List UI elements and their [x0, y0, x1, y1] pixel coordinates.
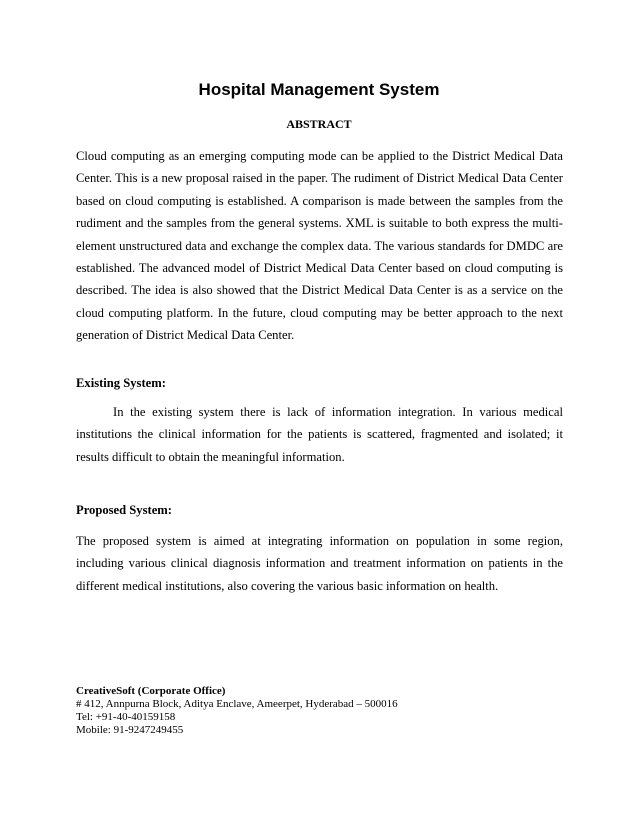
footer-address: # 412, Annpurna Block, Aditya Enclave, Ameerpet, Hyderabad – 500016 [76, 698, 398, 710]
abstract-heading: ABSTRACT [286, 117, 352, 131]
footer-mobile: Mobile: 91-9247249455 [76, 724, 184, 736]
footer-tel: Tel: +91-40-40159158 [76, 711, 176, 723]
existing-system-paragraph: In the existing system there is lack of information integration. In various medical institutions the clinical information for the patients is scattered, fragmented and isolated; it results difficult to obtain the meaningful information. [76, 405, 563, 464]
document-title: Hospital Management System [198, 80, 440, 99]
proposed-system-paragraph: The proposed system is aimed at integrating information on population in some region, including various clinical diagnosis information and treatment information on patients in the different medical institutions, also covering the various basic information on health. [76, 534, 563, 593]
abstract-paragraph: Cloud computing as an emerging computing mode can be applied to the District Medical Data Center. This is a new proposal raised in the paper. The rudiment of District Medical Data Center based on cloud computing is established. A comparison is made between the samples from the rudiment and the samples from the general systems. XML is suitable to both express the multi-element unstructured data and exchange the complex data. The various standards for DMDC are established. The advanced model of District Medical Data Center based on cloud computing is described. The idea is also showed that the District Medical Data Center is as a service on the cloud computing platform. In the future, cloud computing may be better approach to the next generation of District Medical Data Center. [76, 149, 563, 343]
footer-company: CreativeSoft (Corporate Office) [76, 685, 226, 697]
proposed-system-heading: Proposed System: [76, 503, 172, 517]
contact-footer [76, 685, 556, 737]
existing-system-heading: Existing System: [76, 376, 166, 390]
